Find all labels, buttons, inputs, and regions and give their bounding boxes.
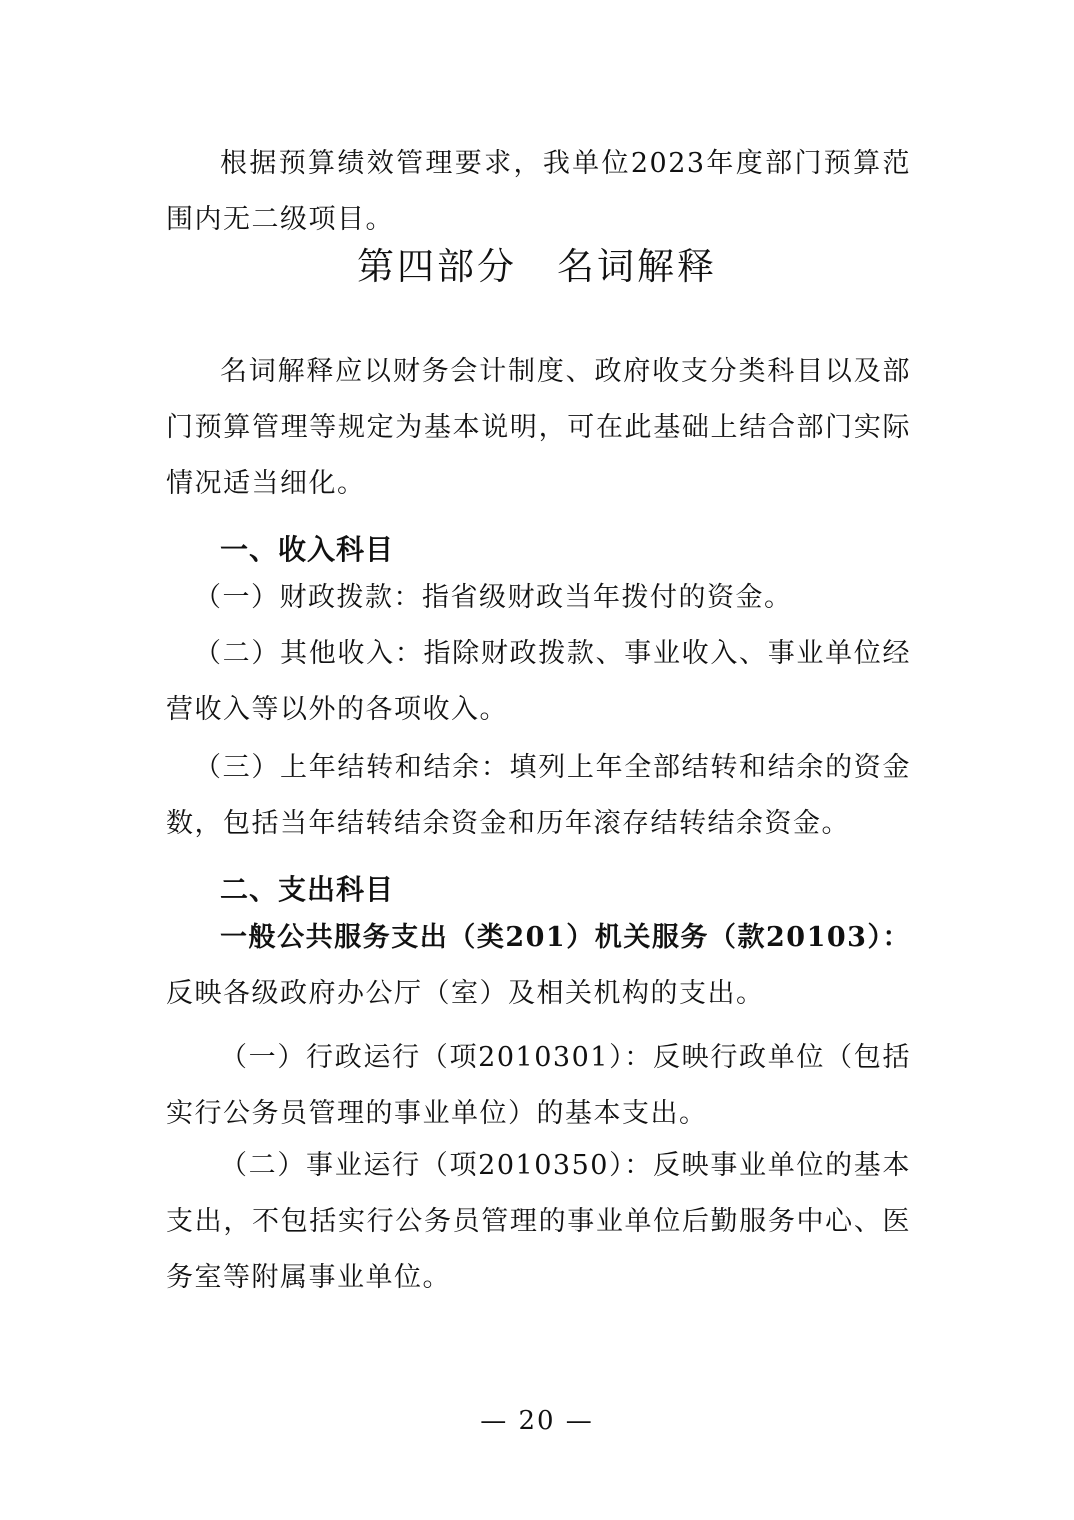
- expense-item-1: （一）行政运行（项2010301）：反映行政单位（包括实行公务员管理的事业单位）的基本支出。: [166, 1042, 911, 1129]
- section-title: 第四部分 名词解释: [357, 245, 717, 288]
- expense-item-2: （二）事业运行（项2010350）：反映事业单位的基本支出，不包括实行公务员管理的事业单位后勤服务中心、医务室等附属事业单位。: [166, 1150, 911, 1293]
- income-item-3: （三）上年结转和结余：填列上年全部结转和结余的资金数，包括当年结转结余资金和历年滚存结转结余资金。: [166, 752, 911, 839]
- expense-category-text: 反映各级政府办公厅（室）及相关机构的支出。: [166, 978, 765, 1009]
- income-item-1: （一）财政拨款：指省级财政当年拨付的资金。: [194, 582, 793, 613]
- expense-category-paragraph: [166, 910, 911, 1022]
- income-heading: 一、收入科目: [220, 533, 395, 566]
- expense-category-title: 一般公共服务支出（类201）机关服务（款20103）：: [220, 922, 911, 953]
- expense-heading: 二、支出科目: [220, 873, 395, 906]
- intro-paragraph: 根据预算绩效管理要求，我单位2023年度部门预算范围内无二级项目。: [166, 148, 911, 235]
- section-intro-paragraph: 名词解释应以财务会计制度、政府收支分类科目以及部门预算管理等规定为基本说明，可在此基础上结合部门实际情况适当细化。: [166, 356, 911, 499]
- page-number: — 20 —: [480, 1406, 594, 1436]
- income-item-2: （二）其他收入：指除财政拨款、事业收入、事业单位经营收入等以外的各项收入。: [166, 638, 911, 725]
